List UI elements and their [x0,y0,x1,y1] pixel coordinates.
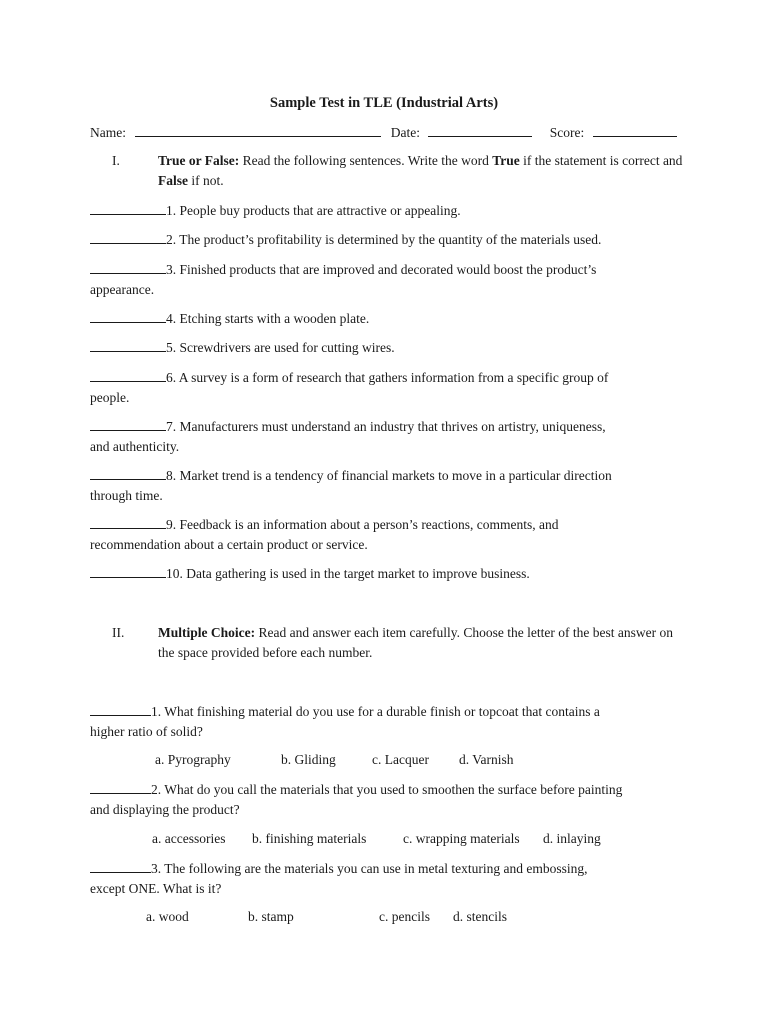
section-2-heading: Multiple Choice: [158,625,256,640]
date-blank[interactable] [428,122,532,137]
choice-a[interactable]: a. wood [146,909,189,924]
mc-question-2 [90,780,690,820]
instr-text-c: if not. [188,173,224,188]
tf-item-5 [90,338,690,358]
tf-item-text: 4. Etching starts with a wooden plate. [166,311,370,326]
tf-item-continuation: and authenticity. [90,439,180,454]
answer-blank[interactable] [90,309,166,323]
answer-blank[interactable] [90,780,151,794]
tf-item-6 [90,368,690,408]
tf-item-continuation: people. [90,390,130,405]
mc-question-3 [90,859,690,899]
section-1-instructions [158,151,688,191]
tf-item-9 [90,515,690,555]
answer-blank[interactable] [90,368,166,382]
tf-item-8 [90,466,690,506]
tf-item-text: 6. A survey is a form of research that gathers information from a specific group of [166,370,609,385]
tf-item-4 [90,309,690,329]
choice-c[interactable]: c. Lacquer [372,752,429,767]
name-blank[interactable] [135,122,381,137]
mc-question-continuation: and displaying the product? [90,802,240,817]
tf-item-continuation: through time. [90,488,163,503]
answer-blank[interactable] [90,260,166,274]
tf-item-text: 7. Manufacturers must understand an industry that thrives on artistry, uniqueness, [166,419,606,434]
answer-blank[interactable] [90,515,166,529]
tf-item-continuation: appearance. [90,282,155,297]
tf-item-text: 5. Screwdrivers are used for cutting wires. [166,340,395,355]
tf-item-3 [90,260,690,300]
mc-question-continuation: except ONE. What is it? [90,881,222,896]
section-2-number: II. [112,625,125,640]
page-title: Sample Test in TLE (Industrial Arts) [269,95,499,111]
instr-false-word: False [158,173,188,188]
answer-blank[interactable] [90,230,166,244]
tf-item-text: 3. Finished products that are improved and decorated would boost the product’s [166,262,597,277]
choice-a[interactable]: a. accessories [152,831,226,846]
answer-blank[interactable] [90,201,166,215]
choice-c[interactable]: c. pencils [379,909,430,924]
instr-text: Read and answer each item carefully. Choose the letter of the best answer on the space provided before each number. [158,625,673,660]
mc-question-text: 1. What finishing material do you use for a durable finish or topcoat that contains a [151,704,600,719]
tf-item-continuation: recommendation about a certain product or service. [90,537,368,552]
mc-question-continuation: higher ratio of solid? [90,724,203,739]
tf-item-text: 9. Feedback is an information about a person’s reactions, comments, and [166,517,559,532]
section-1-heading: True or False: [158,153,240,168]
tf-item-text: 10. Data gathering is used in the target market to improve business. [166,566,530,581]
answer-blank[interactable] [90,859,151,873]
date-label: Date: [390,125,420,140]
student-info-line [90,122,677,143]
mc-question-text: 3. The following are the materials you can use in metal texturing and embossing, [151,861,588,876]
choice-b[interactable]: b. finishing materials [252,831,367,846]
tf-item-1 [90,201,690,221]
tf-item-10 [90,564,690,584]
score-label: Score: [549,125,585,140]
choice-c[interactable]: c. wrapping materials [403,831,520,846]
instr-text-b: if the statement is correct and [519,153,683,168]
tf-item-7 [90,417,690,457]
section-2-instructions [158,623,688,663]
instr-text-a: Read the following sentences. Write the word [239,153,493,168]
tf-item-text: 2. The product’s profitability is determined by the quantity of the materials used. [166,232,602,247]
score-blank[interactable] [593,122,677,137]
name-label: Name: [90,125,126,140]
answer-blank[interactable] [90,417,166,431]
answer-blank[interactable] [90,702,151,716]
instr-true-word: True [492,153,520,168]
choice-d[interactable]: d. Varnish [459,752,514,767]
tf-item-text: 8. Market trend is a tendency of financial markets to move in a particular direction [166,468,612,483]
answer-blank[interactable] [90,564,166,578]
choice-d[interactable]: d. inlaying [543,831,601,846]
tf-item-text: 1. People buy products that are attractive or appealing. [166,203,461,218]
tf-item-2 [90,230,690,250]
answer-blank[interactable] [90,466,166,480]
choice-d[interactable]: d. stencils [453,909,507,924]
section-1-number: I. [112,153,120,168]
choice-a[interactable]: a. Pyrography [155,752,231,767]
choice-b[interactable]: b. Gliding [281,752,336,767]
answer-blank[interactable] [90,338,166,352]
mc-question-1 [90,702,690,742]
mc-question-text: 2. What do you call the materials that you used to smoothen the surface before painting [151,782,623,797]
choice-b[interactable]: b. stamp [248,909,294,924]
